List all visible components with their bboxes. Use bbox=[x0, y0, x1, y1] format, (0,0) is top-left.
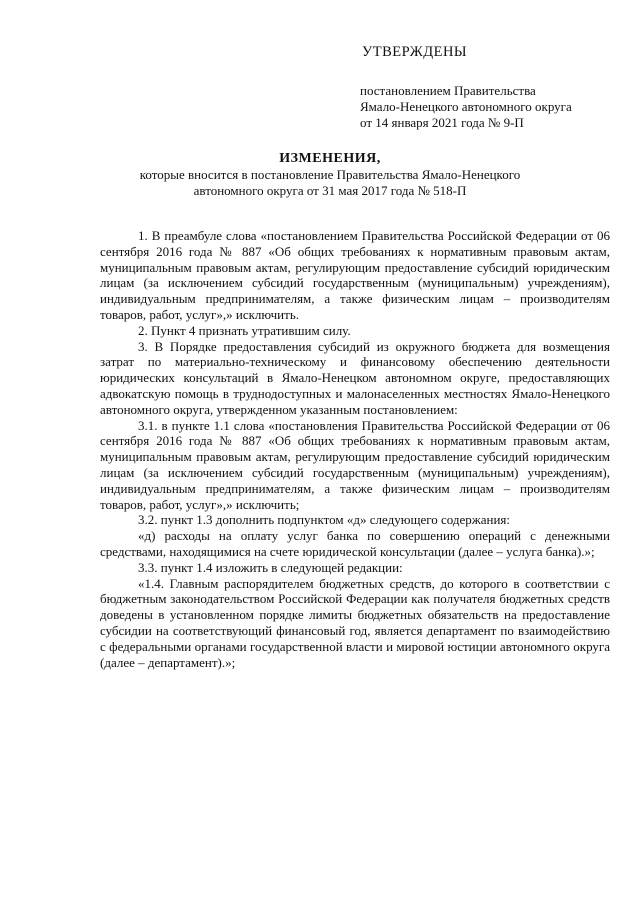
approval-line-1: постановлением Правительства bbox=[360, 83, 536, 98]
paragraph-3-2-quote: «д) расходы на оплату услуг банка по совершению операций с денежными средствами, находящимися на счете юридической консультации (далее – услуга банка).»; bbox=[100, 528, 610, 559]
paragraph-3: 3. В Порядке предоставления субсидий из окружного бюджета для возмещения затрат по материально-техническому и финансовому обеспечению деятельности юридических консультаций в Ямало-Ненецком автономном округе, предоставляющих адвокатскую помощь в труднодоступных и малонаселенных местностях Ямало-Ненецкого автономного округа, утвержденном указанным постановлением: bbox=[100, 338, 610, 417]
approval-line-3: от 14 января 2021 года № 9-П bbox=[360, 115, 524, 130]
paragraph-3-3: 3.3. пункт 1.4 изложить в следующей редакции: bbox=[138, 559, 403, 575]
document-heading bbox=[100, 150, 560, 199]
paragraph-2: 2. Пункт 4 признать утратившим силу. bbox=[138, 322, 351, 338]
approval-block bbox=[360, 44, 620, 131]
document-subtitle-line-1: которые вносится в постановление Правительства Ямало-Ненецкого bbox=[139, 167, 521, 182]
document-subtitle-line-2: автономного округа от 31 мая 2017 года № 518-П bbox=[193, 183, 467, 198]
paragraph-3-2: 3.2. пункт 1.3 дополнить подпунктом «д» следующего содержания: bbox=[138, 512, 511, 528]
document-title: ИЗМЕНЕНИЯ, bbox=[279, 151, 381, 166]
paragraph-3-3-quote: «1.4. Главным распорядителем бюджетных средств, до которого в соответствии с бюджетным законодательством Российской Федерации как получателя бюджетных средств доведены в установленном порядке лимиты бюджетных обязательств на предоставление субсидии на соответствующий финансовый год, является департамент по взаимодействию с федеральными органами государственной власти и мировой юстиции автономного округа (далее – департамент).»; bbox=[100, 575, 610, 670]
paragraph-1: 1. В преамбуле слова «постановлением Правительства Российской Федерации от 06 сентября 2016 года № 887 «Об общих требованиях к нормативным правовым актам, муниципальным правовым актам, регулирующим предоставление субсидий юридическим лицам (за исключением субсидий государственным (муниципальным) учреждениям), индивидуальным предпринимателям, а также физическим лицам – производителям товаров, работ, услуг»,» исключить. bbox=[100, 228, 610, 322]
approval-stamp: УТВЕРЖДЕНЫ bbox=[362, 44, 468, 60]
document-body bbox=[100, 228, 610, 670]
approval-line-2: Ямало-Ненецкого автономного округа bbox=[360, 99, 572, 114]
paragraph-3-1: 3.1. в пункте 1.1 слова «постановления Правительства Российской Федерации от 06 сентября 2016 года № 887 «Об общих требованиях к нормативным правовым актам, муниципальным правовым актам, регулирующим предоставление субсидий юридическим лицам (за исключением субсидий государственным (муниципальным) учреждениям), индивидуальным предпринимателям, а также физическим лицам – производителям товаров, работ, услуг»,» исключить; bbox=[100, 417, 610, 512]
